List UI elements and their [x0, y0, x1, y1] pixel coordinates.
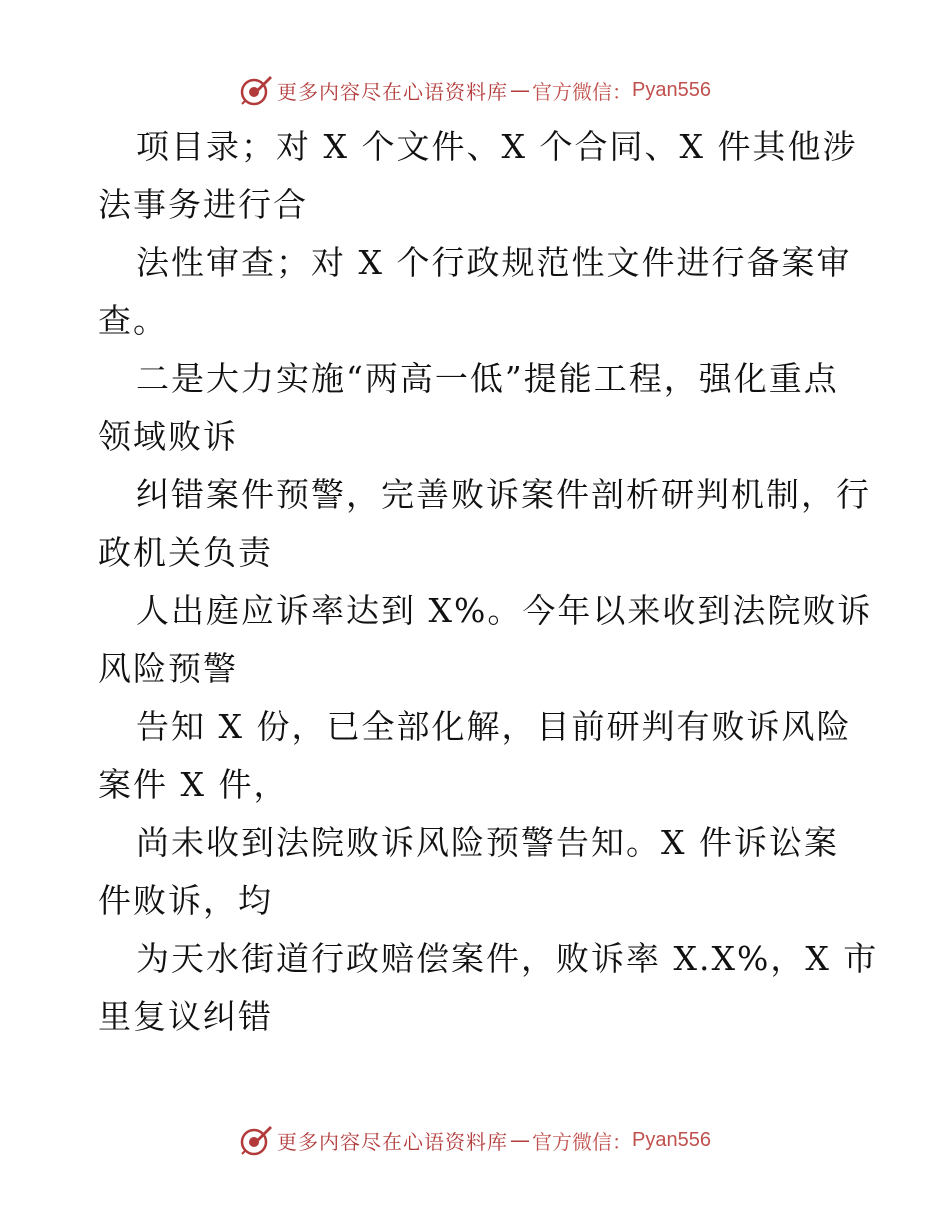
header-watermark — [0, 70, 950, 110]
body-line: 项目录；对 X 个文件、X 个合同、X 件其他涉 — [136, 127, 858, 166]
body-line: 为天水街道行政赔偿案件，败诉率 X.X%，X 市 — [136, 939, 879, 978]
header-account-id: Pyan556 — [632, 78, 711, 101]
footer-dash: — — [510, 1128, 531, 1152]
body-line: 领域败诉 — [98, 417, 238, 456]
body-line: 法事务进行合 — [98, 185, 308, 224]
header-dash: — — [510, 78, 531, 102]
footer-account-id: Pyan556 — [632, 1128, 711, 1151]
document-body — [98, 118, 879, 1046]
footer-official-label: 官方微信： — [532, 1129, 633, 1154]
body-line: 人出庭应诉率达到 X%。今年以来收到法院败诉 — [136, 591, 873, 630]
body-line: 二是大力实施“两高一低”提能工程，强化重点 — [136, 359, 839, 398]
body-line: 件败诉，均 — [98, 881, 273, 920]
body-line: 风险预警 — [98, 649, 238, 688]
pen-logo-icon — [239, 73, 273, 107]
body-line: 查。 — [98, 301, 168, 340]
header-brand-text: 更多内容尽在心语资料库 — [277, 79, 509, 104]
footer-watermark — [0, 1120, 950, 1160]
header-official-label: 官方微信： — [532, 79, 633, 104]
body-line: 案件 X 件， — [98, 765, 289, 804]
body-line: 告知 X 份，已全部化解，目前研判有败诉风险 — [136, 707, 852, 746]
body-line: 里复议纠错 — [98, 997, 273, 1036]
footer-brand-text: 更多内容尽在心语资料库 — [277, 1129, 509, 1154]
body-line: 法性审查；对 X 个行政规范性文件进行备案审 — [136, 243, 852, 282]
body-line: 政机关负责 — [98, 533, 273, 572]
body-line: 尚未收到法院败诉风险预警告知。X 件诉讼案 — [136, 823, 839, 862]
pen-logo-icon — [239, 1123, 273, 1157]
body-line: 纠错案件预警，完善败诉案件剖析研判机制，行 — [136, 475, 871, 514]
